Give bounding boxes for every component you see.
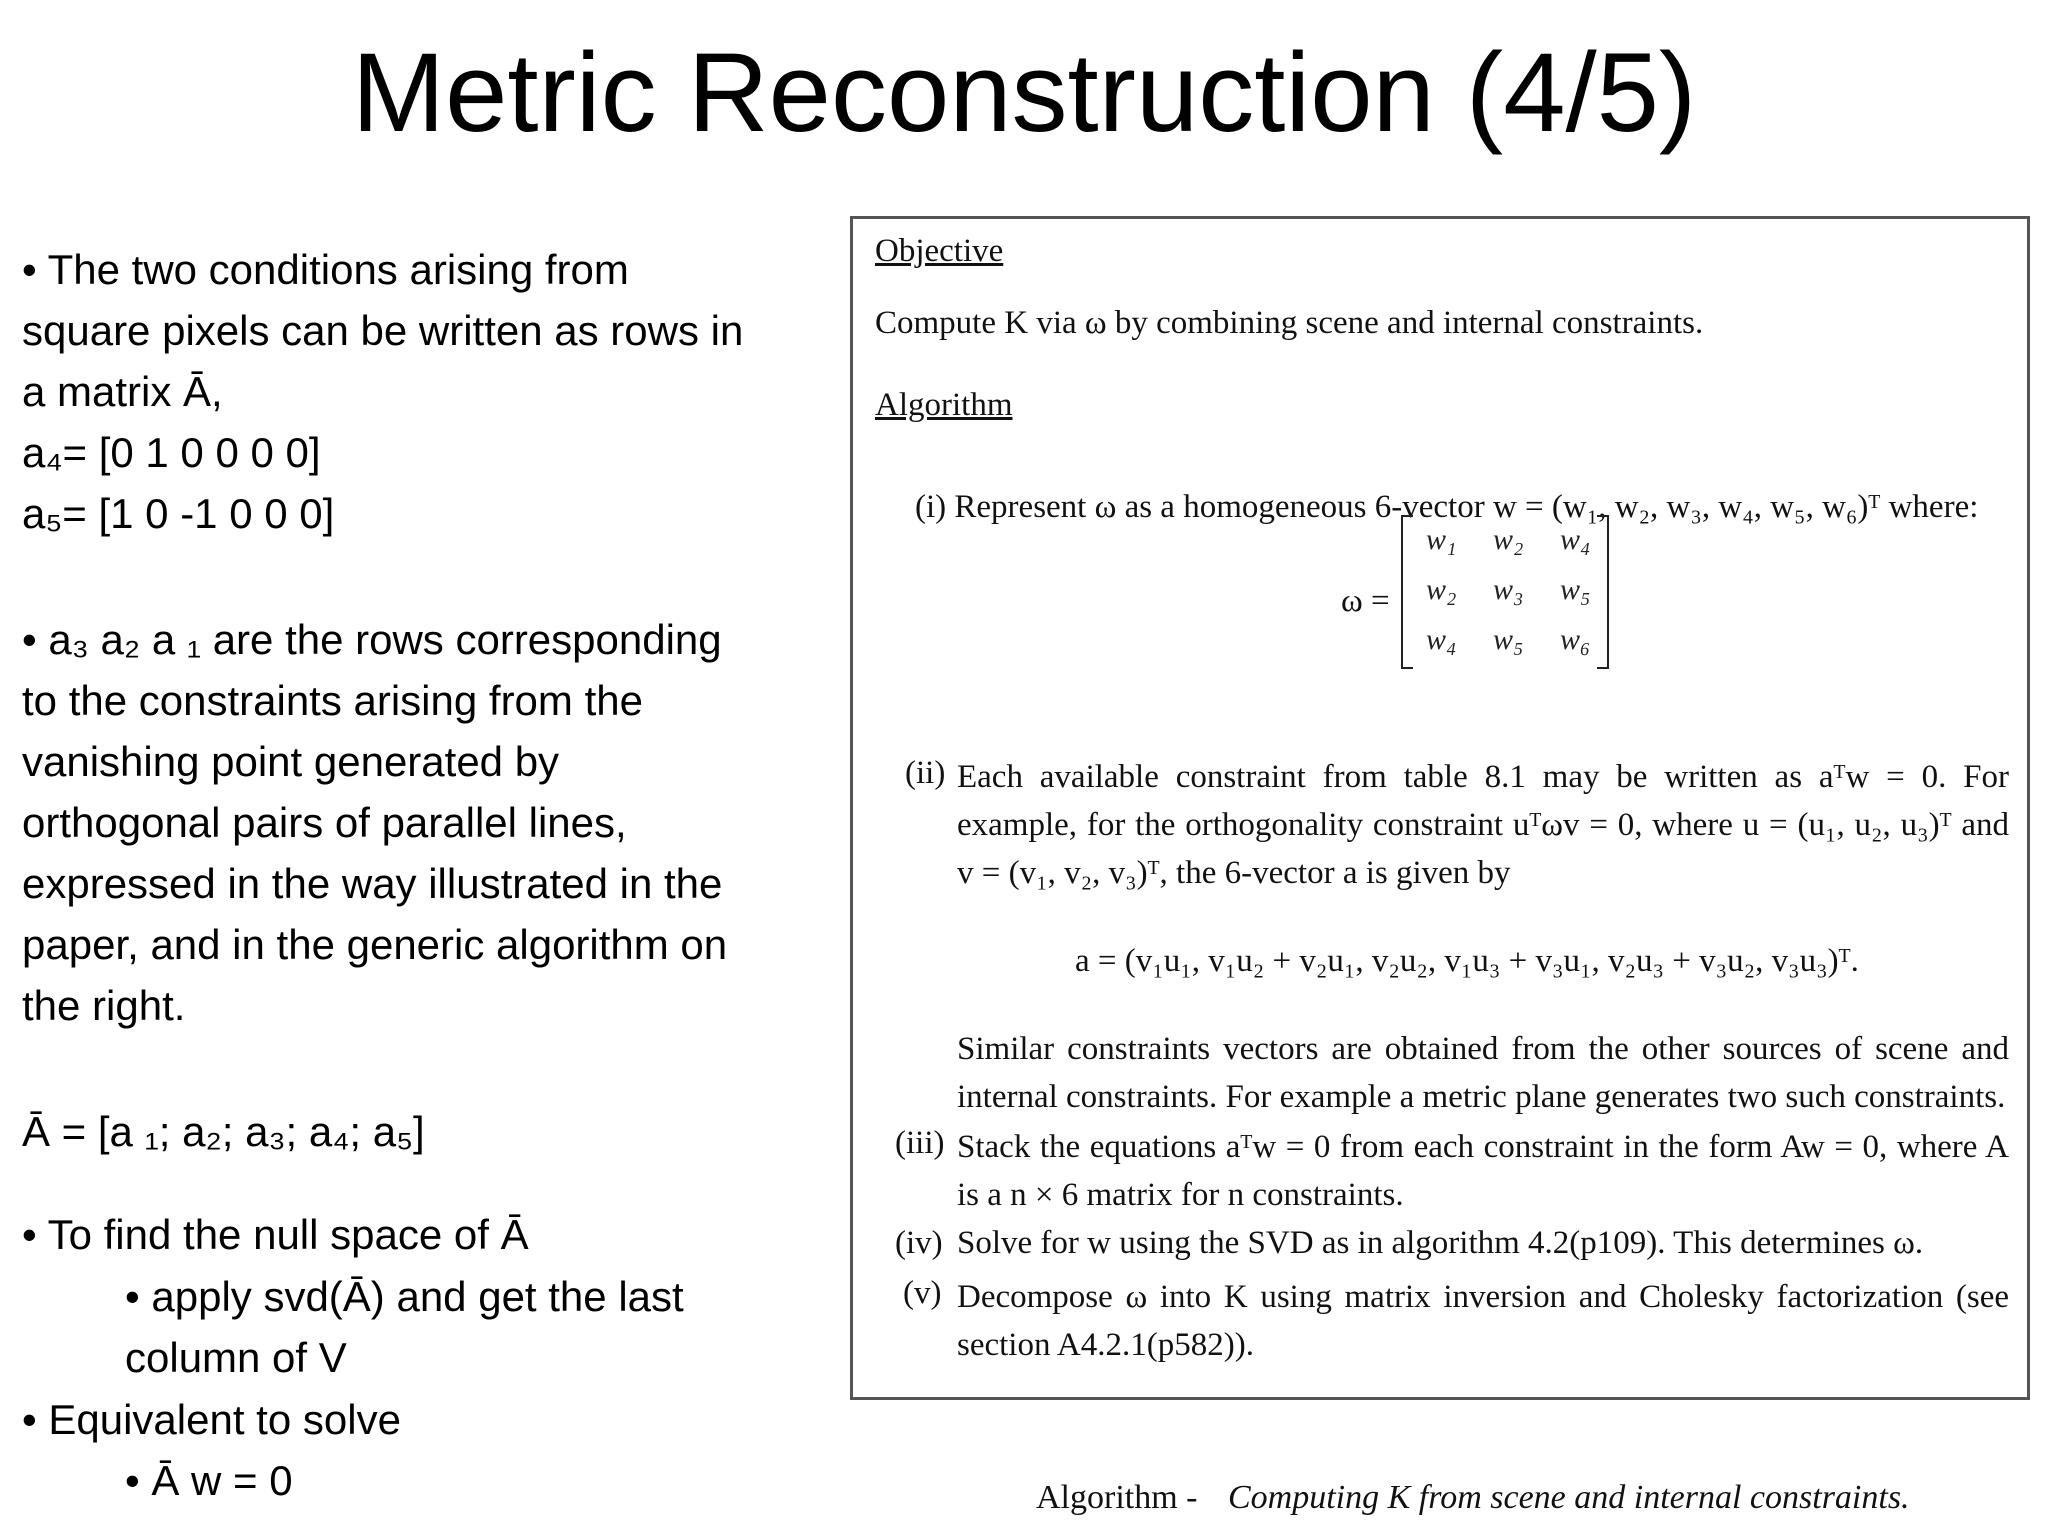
text-line: the right.: [22, 982, 186, 1029]
matrix-right-bracket: [1597, 515, 1609, 669]
text-line: expressed in the way illustrated in the: [22, 860, 723, 907]
text-line: column of V: [125, 1334, 347, 1381]
matrix-cell: w₂: [1493, 523, 1524, 556]
caption-label: Algorithm -: [1036, 1479, 1198, 1516]
matrix-cell: w₁: [1426, 523, 1457, 556]
matrix-left-bracket: [1401, 515, 1413, 669]
objective-text: Compute K via ω by combining scene and internal constraints.: [875, 305, 1704, 341]
text-line: to the constraints arising from the: [22, 677, 643, 724]
matrix-cell: w₄: [1560, 523, 1591, 556]
step-iv-label: (iv): [895, 1225, 943, 1261]
equation-a4: a₄= [0 1 0 0 0 0]: [22, 429, 321, 476]
text-line: orthogonal pairs of parallel lines,: [22, 799, 627, 846]
text-line: square pixels can be written as rows in: [22, 307, 744, 354]
step-v-label: (v): [903, 1275, 942, 1311]
similar-constraints-text: Similar constraints vectors are obtained from the other sources of scene and internal constraints. For example a metric plane generates two such constraints.: [957, 1031, 2009, 1115]
objective-heading: Objective: [875, 233, 1004, 269]
step-iii-label: (iii): [895, 1125, 945, 1161]
step-iii: Stack the equations aᵀw = 0 from each constraint in the form Aw = 0, where A is a n × 6 matrix for n constraints.: [957, 1129, 2009, 1213]
matrix-cell: w₅: [1560, 573, 1591, 606]
algorithm-heading: Algorithm: [875, 387, 1013, 423]
text-line: paper, and in the generic algorithm on: [22, 921, 728, 968]
matrix-cell: w₅: [1493, 623, 1524, 656]
caption-text: Computing K from scene and internal constraints.: [1228, 1479, 1910, 1516]
step-v: Decompose ω into K using matrix inversion and Cholesky factorization (see section A4.2.1(p582)).: [957, 1279, 2009, 1363]
matrix-cell: w₂: [1426, 573, 1457, 606]
bullet-line: • The two conditions arising from: [22, 246, 629, 293]
slide-title: Metric Reconstruction (4/5): [351, 30, 1697, 155]
a-vector-equation: a = (v₁u₁, v₁u₂ + v₂u₁, v₂u₂, v₁u₃ + v₃u₁, v₂u₃ + v₃u₂, v₃u₃)ᵀ.: [1075, 943, 1859, 979]
step-ii-label: (ii): [905, 755, 946, 791]
algorithm-figure: [850, 216, 2030, 1400]
step-i: (i) Represent ω as a homogeneous 6-vector w = (w₁, w₂, w₃, w₄, w₅, w₆)ᵀ where:: [915, 489, 1979, 525]
omega-label: ω =: [1341, 583, 1390, 619]
sub-bullet-line: • Ā w = 0: [125, 1457, 293, 1504]
matrix-cell: w₆: [1560, 623, 1591, 656]
matrix-cell: w₄: [1426, 623, 1457, 656]
bullet-line: • Equivalent to solve: [22, 1396, 401, 1443]
text-line: vanishing point generated by: [22, 738, 560, 785]
sub-bullet-line: • apply svd(Ā) and get the last: [125, 1273, 684, 1320]
step-iv: Solve for w using the SVD as in algorithm 4.2(p109). This determines ω.: [957, 1225, 1924, 1261]
bullet-line: • a₃ a₂ a ₁ are the rows corresponding: [22, 616, 722, 663]
bullet-line: • To find the null space of Ā: [22, 1211, 529, 1258]
matrix-definition: Ā = [a ₁; a₂; a₃; a₄; a₅]: [22, 1108, 425, 1155]
text-line: a matrix Ā,: [22, 368, 223, 415]
matrix-cell: w₃: [1493, 573, 1524, 606]
equation-a5: a₅= [1 0 -1 0 0 0]: [22, 490, 335, 537]
step-ii: Each available constraint from table 8.1 may be written as aᵀw = 0. For example, for the orthogonality constraint uᵀωv = 0, where u = (u₁, u₂, u₃)ᵀ and v = (v₁, v₂, v₃)ᵀ, the 6-vector a is given by: [957, 759, 2009, 891]
